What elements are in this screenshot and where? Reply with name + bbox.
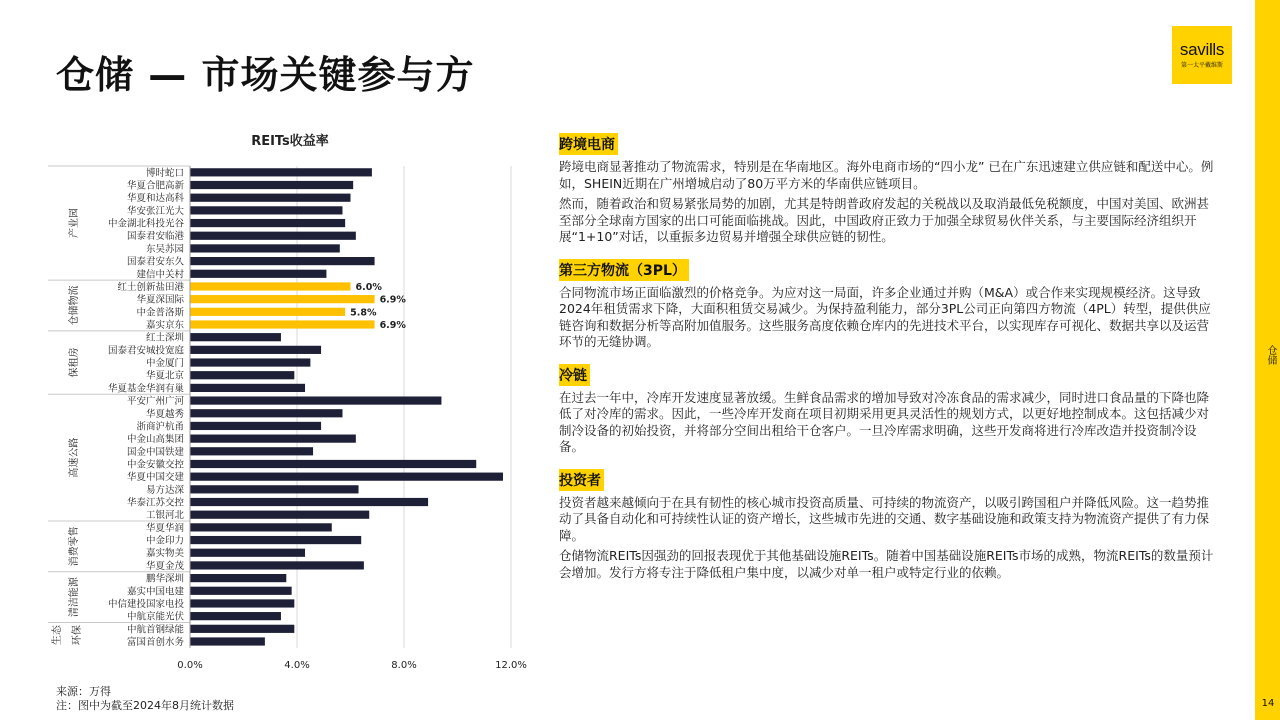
logo-subtitle: 第一太平戴维斯 [1180,62,1223,69]
category-label: 中金印力 [145,535,184,547]
bar [190,181,353,189]
bar [190,295,375,303]
bar [190,473,503,481]
logo-brand: savills [1179,40,1225,59]
category-label: 富国首创水务 [126,637,184,648]
bar [190,282,351,290]
bar [190,612,281,620]
category-label: 中航首钢绿能 [126,624,184,636]
data-label: 6.9% [379,320,406,331]
bar [190,587,292,595]
group-label: 保租房 [69,347,80,378]
side-section-label: 仓储 [1265,345,1276,365]
data-label: 5.8% [350,307,377,319]
bar [190,498,428,506]
category-label: 工银河北 [145,510,184,522]
group-label: 清洁能源 [69,577,80,618]
bar [190,168,372,176]
bar [190,599,294,607]
section-paragraph: 投资者越来越倾向于在具有韧性的核心城市投资高质量、可持续的物流资产，以吸引跨国租户并降低风险。这一趋势推动了具备自动化和可持续性认证的资产增长，这些城市先进的交通、数字基础设施和政策支持为物流资产提供了有力保障。 [559,494,1210,543]
x-tick-label: 0.0% [177,659,203,671]
bar [190,460,476,468]
bar [190,308,345,316]
section-heading: 投资者 [559,469,604,491]
category-label: 中信建投国家电投 [107,598,184,610]
bar [190,346,321,354]
category-label: 博时蛇口 [145,167,184,179]
category-label: 华夏合肥高新 [126,180,184,192]
bar [190,536,361,544]
bar [190,511,369,519]
commentary-section [559,133,1219,246]
bar [190,637,265,645]
source-note: 来源：万得 [56,685,111,698]
category-label: 浙商沪杭甬 [136,421,184,433]
data-note: 注：图中为截至2024年8月统计数据 [56,699,234,712]
category-label: 中金普洛斯 [136,307,184,319]
category-label: 华夏深国际 [136,294,184,306]
category-label: 平安广州广河 [126,396,184,408]
category-label: 建信中关村 [136,269,184,281]
bar [190,561,364,569]
bar [190,333,281,341]
category-label: 鹏华深圳 [145,573,184,585]
category-label: 嘉实物美 [145,548,184,560]
category-label: 华夏金茂 [145,560,184,572]
bar [190,574,286,582]
bar [190,396,441,404]
commentary-section [559,259,1219,351]
group-label: 产业园 [69,208,80,239]
bar [190,523,332,531]
data-label: 6.9% [379,294,406,306]
reits-yield-chart [40,150,540,680]
category-label: 红土深圳 [145,332,184,344]
commentary-section [559,364,1219,456]
chart-title: REITs收益率 [251,134,329,149]
section-heading: 冷链 [559,364,590,386]
category-label: 华夏华润 [145,522,184,534]
group-label: 消费零售 [69,526,80,567]
bar [190,358,310,366]
section-paragraph: 合同物流市场正面临激烈的价格竞争。为应对这一局面，许多企业通过并购（M&A）或合作来实现规模经济。这导致2024年租赁需求下降，大面积租赁交易减少。为保持盈利能力，部分3PL公司正向第四方物流（4PL）转型，提供供应链咨询和数据分析等高附加值服务。这些服务高度依赖仓库内的先进技术平台，以实现库存可视化、数据共享以及运营环节的无缝协调。 [559,284,1211,349]
category-label: 中金山高集团 [126,434,184,446]
page-number: 14 [1261,698,1275,709]
section-heading: 跨境电商 [559,133,618,155]
category-label: 华夏基金华润有巢 [107,383,184,395]
category-label: 华夏北京 [145,370,184,382]
section-paragraph: 然而，随着政治和贸易紧张局势的加剧，尤其是特朗普政府发起的关税战以及取消最低免税额度，中国对美国、欧洲甚至部分全球南方国家的出口可能面临挑战。因此，中国政府正致力于加强全球贸易伙伴关系，与主要国际经济组织开展“1+10”对话，以重振多边贸易并增强全球供应链的韧性。 [559,196,1210,244]
x-tick-label: 4.0% [284,659,310,671]
section-paragraph: 跨境电商显著推动了物流需求，特别是在华南地区。海外电商市场的“四小龙” 已在广东迅速建立供应链和配送中心。例如，SHEIN近期在广州增城启动了80万平方米的华南供应链项目。 [559,159,1214,191]
page-title: 仓储 — 市场关键参与方 [56,53,475,97]
section-paragraph: 仓储物流REITs因强劲的回报表现优于其他基础设施REITs。随着中国基础设施REITs市场的成熟，物流REITs的数量预计会增加。发行方将专注于降低租户集中度，以减少对单一租户或特定行业的依赖。 [559,548,1214,580]
category-label: 中金安徽交控 [126,459,184,471]
category-label: 国泰君安城投宽庭 [107,345,184,357]
bar [190,485,359,493]
category-label: 嘉实京东 [145,320,184,331]
category-label: 易方达深 [145,484,184,496]
bar [190,435,356,443]
bar [190,244,340,252]
data-label: 6.0% [355,281,382,293]
section-heading: 第三方物流（3PL） [559,259,689,281]
bar [190,447,313,455]
category-label: 中航京能光伏 [126,611,184,623]
bar [190,384,305,392]
category-label: 嘉实中国电建 [126,586,184,598]
group-label: 高速公路 [69,437,80,478]
bar [190,625,294,633]
bar [190,270,326,278]
category-label: 中金厦门 [145,358,184,370]
commentary-column [559,133,1219,594]
category-label: 华安张江光大 [126,205,184,217]
bar [190,320,375,328]
category-label: 国泰君安临港 [126,231,184,243]
category-label: 华夏越秀 [145,408,184,420]
group-label: 仓储物流 [69,285,80,326]
category-label: 华泰江苏交控 [126,497,184,509]
commentary-section [559,469,1219,582]
category-label: 华夏和达高科 [126,193,184,205]
bar [190,206,342,214]
category-label: 东吴苏园 [145,243,184,255]
bar [190,409,342,417]
group-label: 生态 [52,625,63,646]
bar [190,257,375,265]
category-label: 华夏中国交建 [126,472,184,484]
category-label: 红土创新盐田港 [117,281,184,293]
bar [190,232,356,240]
section-paragraph: 在过去一年中，冷库开发速度显著放缓。生鲜食品需求的增加导致对冷冻食品的需求减少，同时进口食品量的下降也降低了对冷库的需求。因此，一些冷库开发商在项目初期采用更具灵活性的规划方式，以更好地控制成本。这包括减少对制冷设备的初始投资，并将部分空间出租给干仓客户。一旦冷库需求明确，这些开发商将进行冷库改造并投资制冷设备。 [559,389,1210,454]
group-label: 环保 [72,625,83,646]
bar [190,422,321,430]
bar [190,371,294,379]
category-label: 国泰君安东久 [126,256,184,268]
bar [190,549,305,557]
category-label: 国金中国铁建 [126,446,184,458]
x-tick-label: 12.0% [495,659,527,671]
savills-logo [1172,26,1232,84]
category-label: 中金湖北科投光谷 [107,218,184,230]
x-tick-label: 8.0% [391,659,417,671]
bar [190,219,345,227]
bar [190,194,351,202]
